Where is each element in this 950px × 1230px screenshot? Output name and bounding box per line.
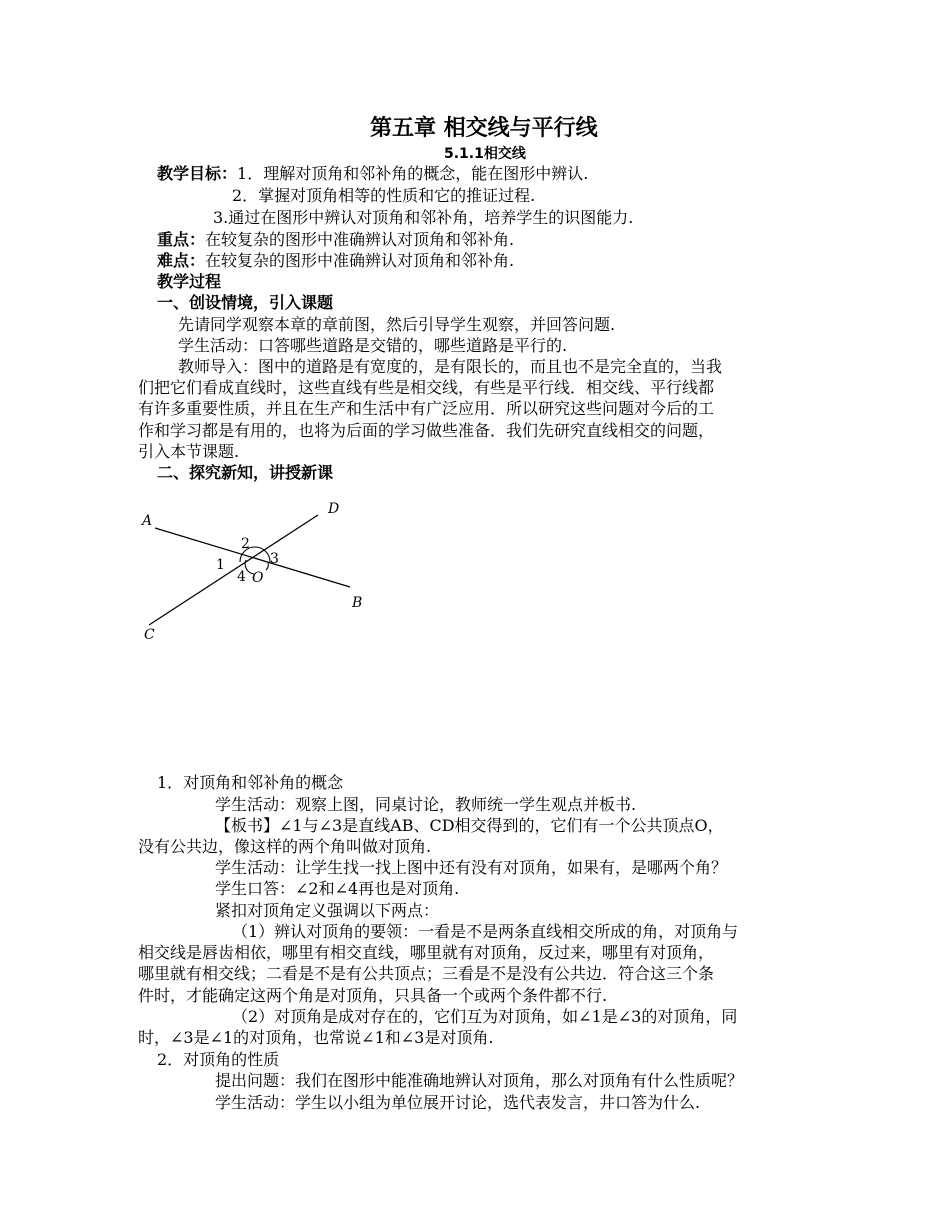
- difficulty-text: 在较复杂的图形中准确辨认对顶角和邻补角.: [205, 251, 515, 270]
- section1-paragraph-3-line-3: 有许多重要性质，并且在生产和生活中有广泛应用．所以研究这些问题对今后的工: [138, 399, 715, 418]
- part1-line-9: 哪里就有相交线；二看是不是有公共顶点；三看是不是没有公共边．符合这三个条: [138, 964, 715, 983]
- objective-2: 2．掌握对顶角相等的性质和它的推证过程.: [232, 186, 536, 205]
- label-d: D: [328, 501, 340, 517]
- angle-2-label: 2: [241, 536, 250, 552]
- section1-paragraph-1: 先请同学观察本章的章前图，然后引导学生观察，并回答问题.: [178, 315, 616, 334]
- objective-1: 1．理解对顶角和邻补角的概念，能在图形中辨认.: [237, 164, 589, 183]
- section1-paragraph-2: 学生活动：口答哪些道路是交错的，哪些道路是平行的.: [178, 336, 568, 355]
- section1-paragraph-3-line-4: 作和学习都是有用的，也将为后面的学习做些准备．我们先研究直线相交的问题，: [138, 421, 715, 440]
- part1-line-11: （2）对顶角是成对存在的，它们互为对顶角，如∠1是∠3的对顶角，同: [232, 1007, 738, 1026]
- angle-4-label: 4: [237, 569, 246, 585]
- part1-line-12: 时，∠3是∠1的对顶角，也常说∠1和∠3是对顶角.: [138, 1028, 494, 1047]
- process-heading: 教学过程: [157, 272, 222, 291]
- part2-line-1: 提出问题：我们在图形中能准确地辨认对顶角，那么对顶角有什么性质呢？: [215, 1071, 744, 1090]
- label-a: A: [142, 513, 153, 529]
- part1-line-4: 学生活动：让学生找一找上图中还有没有对顶角，如果有，是哪两个角？: [215, 858, 728, 877]
- section1-heading: 一、创设情境，引入课题: [157, 293, 334, 312]
- key-point-text: 在较复杂的图形中准确辨认对顶角和邻补角.: [205, 230, 515, 249]
- section1-paragraph-3-line-2: 们把它们看成直线时，这些直线有些是相交线，有些是平行线．相交线、平行线都: [138, 378, 715, 397]
- key-point-label: 重点：: [157, 230, 206, 249]
- part1-heading: 1．对顶角和邻补角的概念: [157, 773, 344, 792]
- objectives-line-1: [157, 164, 588, 184]
- part1-line-3: 没有公共边，像这样的两个角叫做对顶角.: [138, 837, 432, 856]
- section-number: 5.1.1相交线: [444, 146, 526, 162]
- page-title: 第五章 相交线与平行线: [370, 116, 598, 141]
- difficulty: [157, 251, 514, 271]
- part1-line-8: 相交线是唇齿相依，哪里有相交直线，哪里就有对顶角，反过来，哪里有对顶角，: [138, 943, 715, 962]
- label-c: C: [144, 627, 155, 643]
- part1-line-10: 件时，才能确定这两个角是对顶角，只具备一个或两个条件都不行.: [138, 986, 608, 1005]
- section2-heading: 二、探究新知，讲授新课: [157, 463, 334, 482]
- objective-3: 3.通过在图形中辨认对顶角和邻补角，培养学生的识图能力.: [213, 208, 634, 227]
- part1-line-5: 学生口答：∠2和∠4再也是对顶角.: [215, 879, 460, 898]
- section1-paragraph-3-line-5: 引入本节课题.: [138, 442, 240, 461]
- part1-line-1: 学生活动：观察上图，同桌讨论，教师统一学生观点并板书.: [215, 795, 637, 814]
- angle-3-arc: [266, 563, 268, 570]
- intersecting-lines-figure: [138, 495, 378, 645]
- part2-line-2: 学生活动：学生以小组为单位展开讨论，选代表发言，井口答为什么.: [215, 1093, 701, 1112]
- section1-paragraph-3-line-1: 教师导入：图中的道路是有宽度的，是有限长的，而且也不是完全直的，当我: [178, 357, 723, 376]
- part1-line-2: 【板书】∠1与∠3是直线AB、CD相交得到的，它们有一个公共顶点O，: [215, 816, 724, 835]
- angle-3-label: 3: [270, 551, 279, 567]
- part2-heading: 2．对顶角的性质: [157, 1050, 280, 1069]
- label-b: B: [352, 595, 363, 611]
- label-o: O: [252, 570, 264, 586]
- key-point: [157, 230, 514, 250]
- objectives-label: 教学目标：: [157, 164, 238, 183]
- part1-line-7: （1）辨认对顶角的要领：一看是不是两条直线相交所成的角，对顶角与: [232, 922, 739, 941]
- angle-1-label: 1: [216, 557, 225, 573]
- difficulty-label: 难点：: [157, 251, 206, 270]
- part1-line-6: 紧扣对顶角定义强调以下两点：: [215, 901, 440, 920]
